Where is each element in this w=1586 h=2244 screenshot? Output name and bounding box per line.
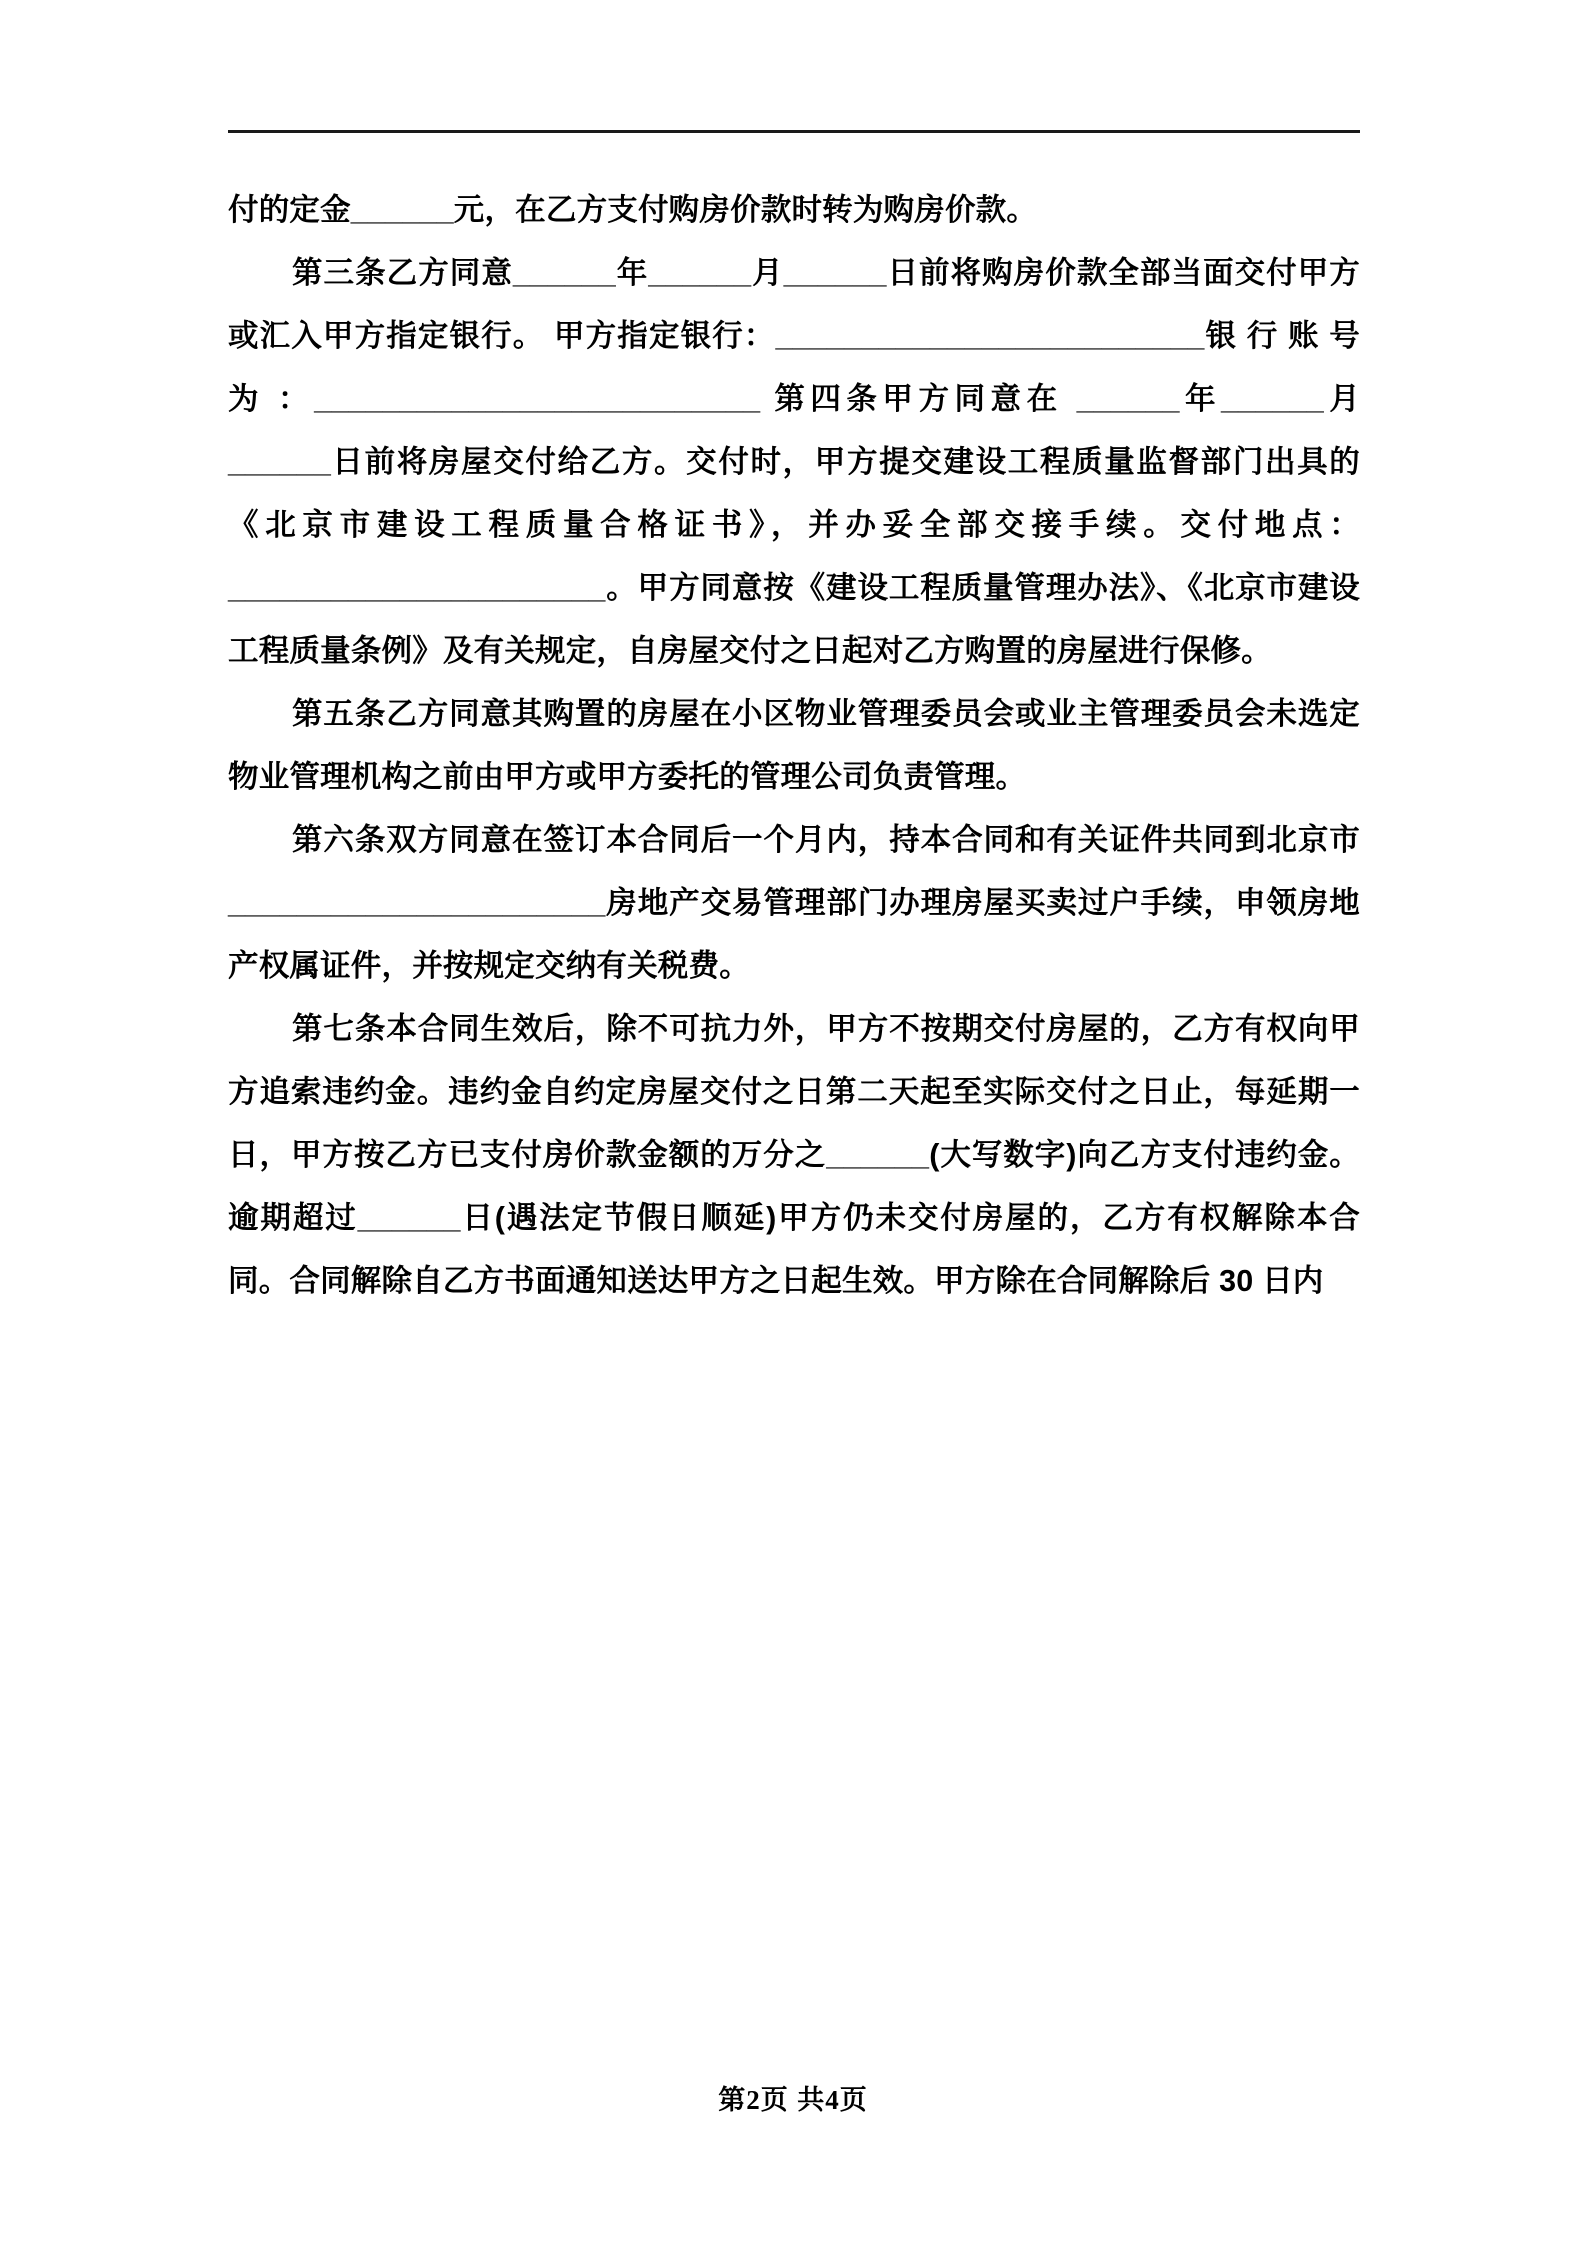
paragraph-article-7: 第七条本合同生效后，除不可抗力外，甲方不按期交付房屋的，乙方有权向甲方追索违约金。违约金自约定房屋交付之日第二天起至实际交付之日止，每延期一日，甲方按乙方已支付房价款金额的万分之______(大写数字)向乙方支付违约金。逾期超过______日(遇法定节假日顺延)甲方仍未交付房屋的，乙方有权解除本合同。合同解除自乙方书面通知送达甲方之日起生效。甲方除在合同解除后 30 日内 xyxy=(228,1012,1360,1298)
page-content xyxy=(228,130,1360,1313)
paragraph-article-6: 第六条双方同意在签订本合同后一个月内，持本合同和有关证件共同到北京市______________________房地产交易管理部门办理房屋买卖过户手续，申领房地产权属证件，并按规定交纳有关税费。 xyxy=(228,823,1360,983)
paragraph-continuation: 付的定金______元，在乙方支付购房价款时转为购房价款。 xyxy=(228,193,1038,227)
header-rule xyxy=(228,130,1360,133)
footer-prefix: 第 xyxy=(718,2085,747,2115)
footer-current-page: 2 xyxy=(746,2085,761,2115)
document-body xyxy=(228,179,1360,1313)
page-footer xyxy=(0,2078,1586,2117)
footer-suffix: 页 xyxy=(839,2085,868,2115)
paragraph-article-5: 第五条乙方同意其购置的房屋在小区物业管理委员会或业主管理委员会未选定物业管理机构之前由甲方或甲方委托的管理公司负责管理。 xyxy=(228,697,1360,794)
footer-middle: 页 共 xyxy=(760,2085,826,2115)
footer-total-pages: 4 xyxy=(825,2085,840,2115)
paragraph-article-3: 第三条乙方同意______年______月______日前将购房价款全部当面交付甲方或汇入甲方指定银行。 甲方指定银行：_________________________银 行 账 号 为 ：__________________________ 第四条甲方同意在 ______年______月______日前将房屋交付给乙方。交付时，甲方提交建设工程质量监督部门出具的《北京市建设工程质量合格证书》，并办妥全部交接手续。交付地点：______________________。甲方同意按《建设工程质量管理办法》、《北京市建设工程质量条例》及有关规定，自房屋交付之日起对乙方购置的房屋进行保修。 xyxy=(228,256,1360,668)
